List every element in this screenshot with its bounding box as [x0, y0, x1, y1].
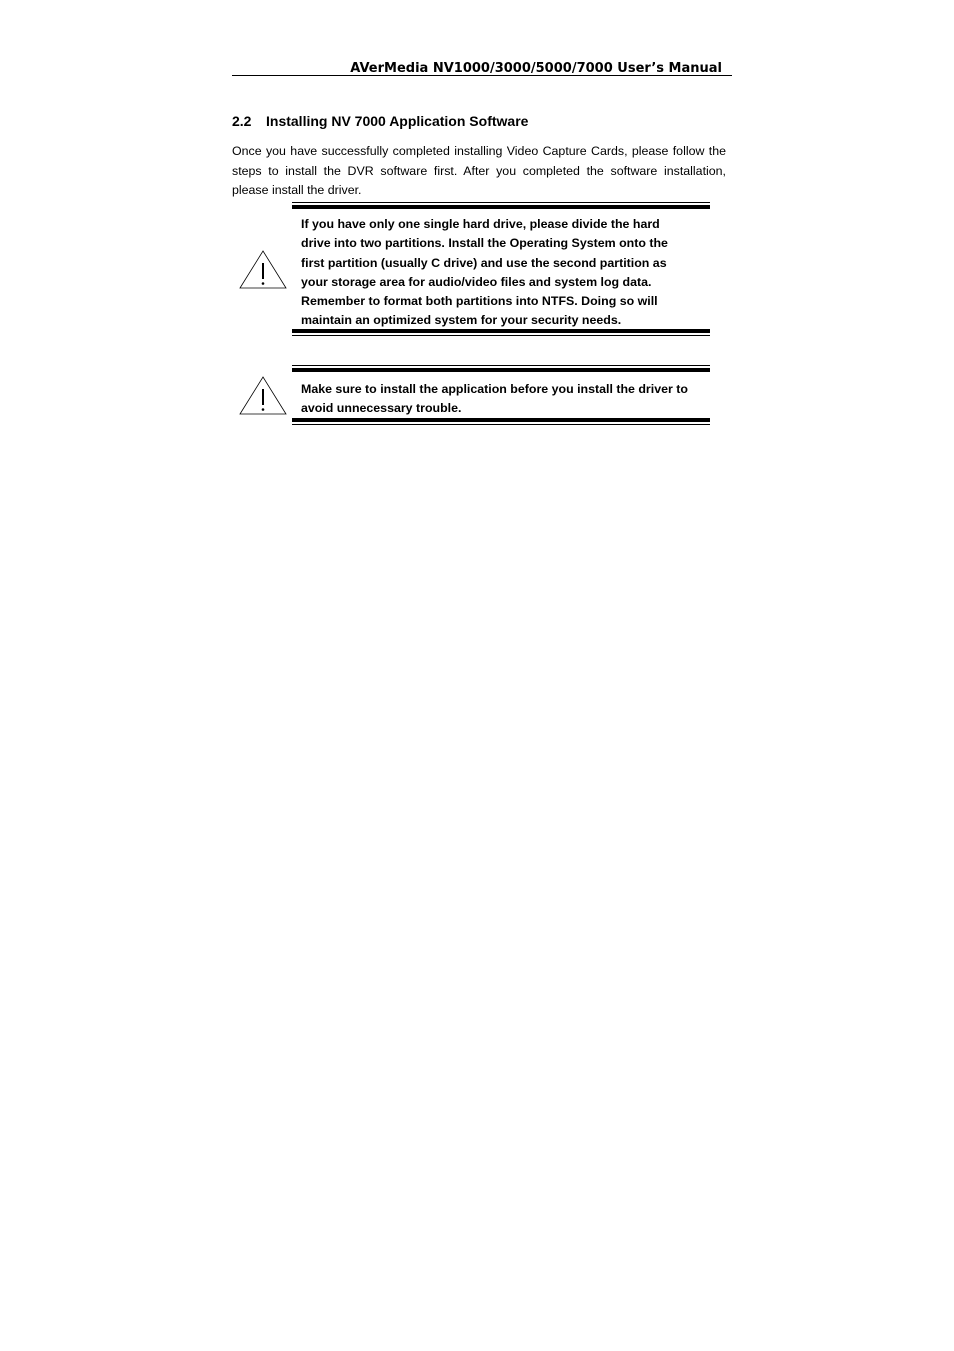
- note-line: If you have only one single hard drive, please divide the hard: [301, 217, 660, 231]
- note-line: drive into two partitions. Install the Operating System onto the: [301, 236, 668, 251]
- note-line: avoid unnecessary trouble.: [301, 401, 462, 416]
- note-line: maintain an optimized system for your security needs.: [301, 313, 622, 328]
- intro-paragraph: Once you have successfully completed installing Video Capture Cards, please follow the steps to install the DVR software first. After you completed the software installation, please install the driver.: [232, 144, 726, 197]
- note-text: [301, 215, 711, 331]
- warning-triangle-icon: [239, 376, 287, 416]
- note-line: Remember to format both partitions into NTFS. Doing so will: [301, 294, 658, 309]
- note-bottom-rule: [292, 329, 710, 333]
- header-rule: [232, 75, 732, 76]
- note-line: your storage area for audio/video files and system log data.: [301, 274, 652, 289]
- manual-title: AVerMedia NV1000/3000/5000/7000 User’s Manual: [350, 61, 722, 76]
- warning-triangle-icon: [239, 250, 287, 290]
- note-line: Make sure to install the application before you install the driver to: [301, 382, 688, 396]
- section-number: 2.2: [232, 113, 252, 129]
- note-top-rule: [292, 365, 710, 366]
- note-bottom-rule: [292, 418, 710, 422]
- note-line: first partition (usually C drive) and use the second partition as: [301, 255, 667, 270]
- note-text: [301, 380, 711, 419]
- section-title: Installing NV 7000 Application Software: [266, 113, 529, 129]
- note-top-rule: [292, 202, 710, 203]
- section-heading: [232, 113, 528, 129]
